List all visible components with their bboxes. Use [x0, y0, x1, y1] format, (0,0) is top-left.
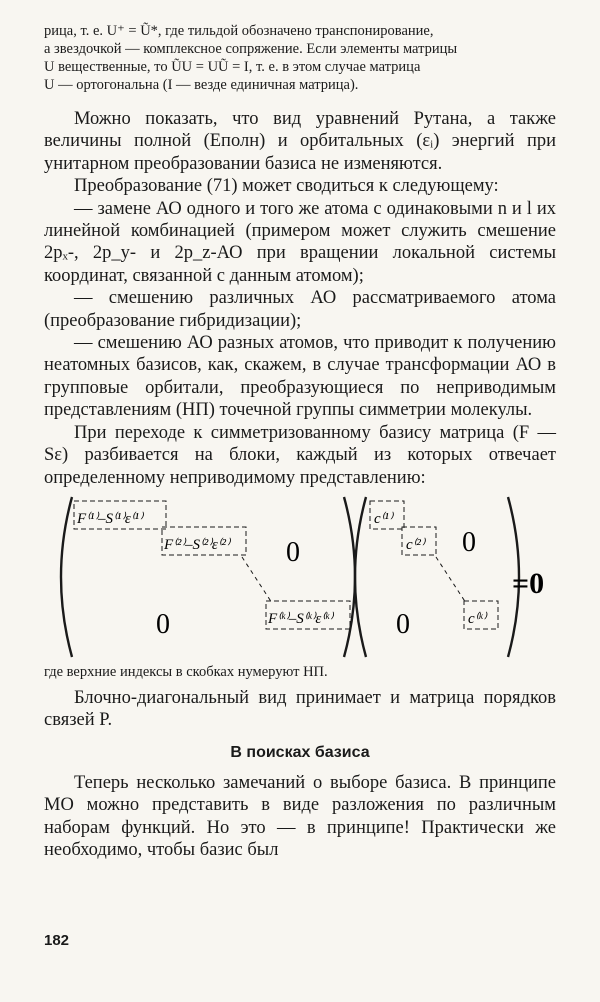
- intro-line: а звездочкой — комплексное сопряжение. Если элементы матрицы: [44, 41, 458, 57]
- section-heading: В поисках базиса: [230, 743, 370, 761]
- paragraph-transformation: Преобразование (71) может сводиться к следующему:: [74, 176, 499, 197]
- left-paren-close: [344, 497, 355, 657]
- left-paren-open: [61, 497, 72, 657]
- equals-zero: =0: [512, 566, 545, 600]
- intro-line: U вещественные, то ŨU = UŨ = I, т. е. в этом случае матрица: [44, 59, 421, 75]
- page-number: 182: [44, 932, 70, 949]
- intro-paragraph: [44, 22, 556, 94]
- paragraph-bond-order: Блочно-диагональный вид принимает и матрица порядков связей P.: [44, 687, 556, 731]
- matrix-c-2: c⁽²⁾: [406, 536, 425, 553]
- matrix-block-2: F⁽²⁾–S⁽²⁾ε⁽²⁾: [164, 536, 230, 553]
- matrix-caption: где верхние индексы в скобках нумеруют НП.: [44, 663, 328, 680]
- matrix-block-k: F⁽ᵏ⁾–S⁽ᵏ⁾ε⁽ᵏ⁾: [268, 610, 333, 627]
- matrix-block-1: F⁽¹⁾–S⁽¹⁾ε⁽¹⁾: [77, 510, 143, 527]
- paragraph-basis-choice: Теперь несколько замечаний о выборе базиса. В принципе МО можно представить в виде разложения по различным наборам функций. Но это — в принципе! Практически же необходимо, чтобы базис был: [44, 772, 556, 860]
- page-content: [44, 22, 556, 861]
- intro-line: U — ортогональна (I — везде единичная матрица).: [44, 77, 359, 93]
- matrix-zero-upper: 0: [286, 536, 300, 568]
- matrix-zero-lower: 0: [156, 608, 170, 640]
- intro-line: рица, т. е. U⁺ = Ũ*, где тильдой обозначено транспонирование,: [44, 23, 434, 39]
- paragraph-symmetrized: При переходе к симметризованному базису матрица (F — Sε) разбивается на блоки, каждый из которых отвечает определенному неприводимому представлению:: [44, 422, 556, 488]
- paragraph-item-2: — смешению различных АО рассматриваемого атома (преобразование гибридизации);: [44, 288, 556, 331]
- matrix-c-1: c⁽¹⁾: [374, 510, 393, 527]
- block-matrix-equation: [44, 493, 556, 661]
- matrix-c-zero-lower: 0: [396, 608, 410, 640]
- matrix-figure: [44, 493, 556, 661]
- matrix-c-zero-upper: 0: [462, 526, 476, 558]
- matrix-c-k: c⁽ᵏ⁾: [468, 610, 487, 627]
- paragraph-item-1: — замене АО одного и того же атома с одинаковыми n и l их линейной комбинацией (примером может служить смешение 2pₓ-, 2p_y- и 2p_z-АО при вращении локальной системы координат, связанной с данным атомом);: [44, 198, 556, 286]
- paragraph-item-3: — смешению АО разных атомов, что приводит к получению неатомных базисов, как, скажем, в случае трансформации АО в групповые орбитали, преобразующиеся по неприводимым представлениям (НП) точечной группы симметрии молекулы.: [44, 333, 556, 421]
- right-paren-open: [355, 497, 366, 657]
- paragraph-invariance: Можно показать, что вид уравнений Рутана, а также величины полной (Eполн) и орбитальных (εᵢ) энергий при унитарном преобразовании базиса не изменяются.: [44, 109, 556, 174]
